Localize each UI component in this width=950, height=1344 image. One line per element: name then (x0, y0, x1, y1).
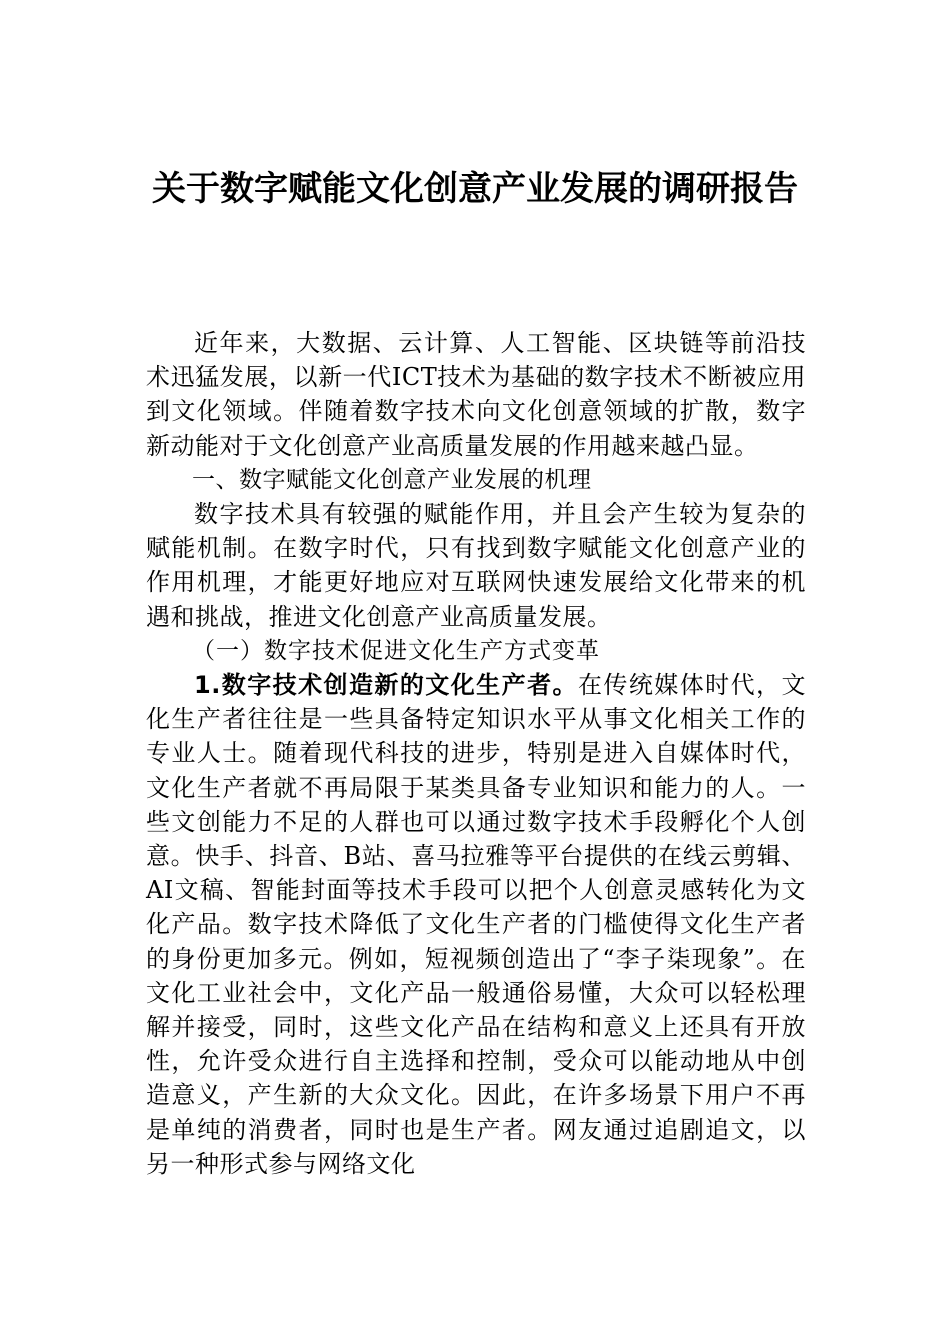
intro-paragraph: 近年来，大数据、云计算、人工智能、区块链等前沿技术迅猛发展，以新一代ICT技术为基础的数字技术不断被应用到文化领域。伴随着数字技术向文化创意领域的扩散，数字新动能对于文化创意产业高质量发展的作用越来越凸显。 (146, 329, 806, 460)
point-1-paragraph (146, 668, 806, 1181)
section-heading-1: 一、数字赋能文化创意产业发展的机理 (192, 466, 592, 493)
point-1-text: 在传统媒体时代，文化生产者往往是一些具备特定知识水平从事文化相关工作的专业人士。随着现代科技的进步，特别是进入自媒体时代，文化生产者就不再局限于某类具备专业知识和能力的人。一些文创能力不足的人群也可以通过数字技术手段孵化个人创意。快手、抖音、B站、喜马拉雅等平台提供的在线云剪辑、AI文稿、智能封面等技术手段可以把个人创意灵感转化为文化产品。数字技术降低了文化生产者的门槛使得文化生产者的身份更加多元。例如，短视频创造出了“李子柒现象”。在文化工业社会中，文化产品一般通俗易懂，大众可以轻松理解并接受，同时，这些文化产品在结构和意义上还具有开放性，允许受众进行自主选择和控制，受众可以能动地从中创造意义，产生新的大众文化。因此，在许多场景下用户不再是单纯的消费者，同时也是生产者。网友通过追剧追文，以另一种形式参与网络文化 (146, 671, 806, 1178)
document-body (146, 326, 806, 1181)
point-1-lead: 1.数字技术创造新的文化生产者。 (194, 671, 578, 700)
document-title: 关于数字赋能文化创意产业发展的调研报告 (152, 169, 798, 209)
section-1-paragraph: 数字技术具有较强的赋能作用，并且会产生较为复杂的赋能机制。在数字时代，只有找到数字赋能文化创意产业的作用机理，才能更好地应对互联网快速发展给文化带来的机遇和挑战，推进文化创意产业高质量发展。 (146, 500, 806, 631)
subsection-heading-1: （一）数字技术促进文化生产方式变革 (192, 637, 600, 664)
